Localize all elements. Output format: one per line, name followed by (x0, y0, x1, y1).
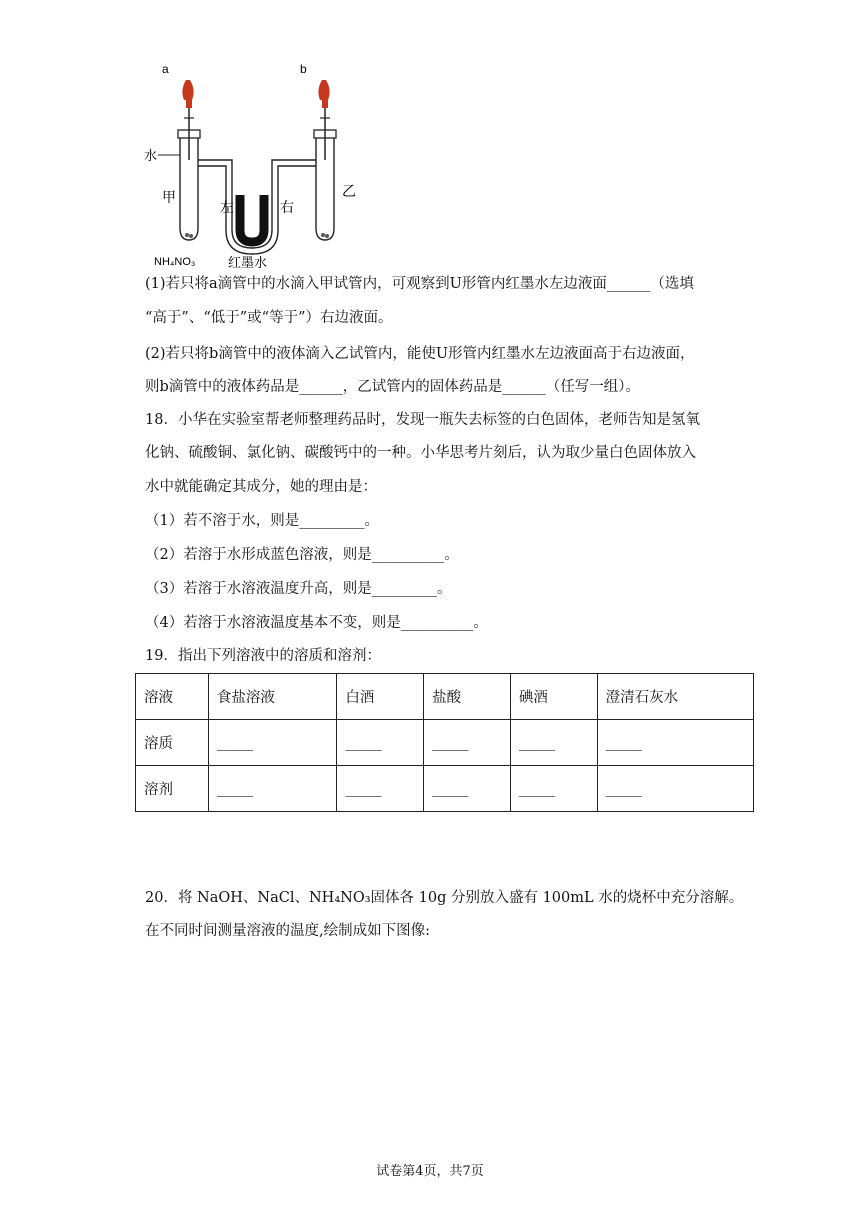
table-row-header (136, 674, 754, 720)
q18-line3: 水中就能确定其成分，她的理由是： (145, 479, 377, 495)
answer-blank[interactable]: _____ (337, 720, 424, 766)
label-left: 左 (220, 199, 234, 215)
q17-part1-line1: (1)若只将a滴管中的水滴入甲试管内，可观察到U形管内红墨水左边液面______（选填 (145, 276, 694, 292)
header-cell: 澄清石灰水 (597, 674, 753, 720)
q17-part2-line2: 则b滴管中的液体药品是______，乙试管内的固体药品是______（任写一组）。 (145, 379, 641, 395)
header-cell: 碘酒 (510, 674, 597, 720)
q18-line2: 化钠、硫酸铜、氯化钠、碳酸钙中的一种。小华思考片刻后，认为取少量白色固体放入 (145, 445, 696, 461)
answer-blank[interactable]: _____ (597, 720, 753, 766)
connector-tube (198, 160, 316, 248)
q19-title: 19．指出下列溶液中的溶质和溶剂： (145, 648, 381, 664)
answer-blank[interactable]: _____ (424, 720, 511, 766)
header-cell: 食盐溶液 (208, 674, 336, 720)
q20-line2: 在不同时间测量溶液的温度,绘制成如下图像: (145, 923, 430, 939)
answer-blank[interactable]: _____ (208, 766, 336, 812)
page-footer: 试卷第4页，共7页 (376, 1164, 484, 1179)
header-cell: 溶液 (136, 674, 209, 720)
label-red-ink: 红墨水 (228, 255, 268, 270)
dropper-b (318, 80, 330, 160)
q17-part1-line2: “高于”、“低于”或“等于”）右边液面。 (145, 310, 393, 326)
header-cell: 白酒 (337, 674, 424, 720)
label-nh4no3: NH₄NO₃ (154, 256, 196, 268)
row-label-solute: 溶质 (136, 720, 209, 766)
apparatus-figure (140, 60, 370, 270)
answer-blank[interactable]: _____ (510, 766, 597, 812)
table-row-solvent (136, 766, 754, 812)
row-label-solvent: 溶剂 (136, 766, 209, 812)
header-cell: 盐酸 (424, 674, 511, 720)
label-right: 右 (280, 199, 294, 215)
red-ink (240, 195, 264, 242)
label-jia: 甲 (162, 189, 176, 205)
label-b: b (300, 62, 307, 76)
q18-line1: 18．小华在实验室帮老师整理药品时，发现一瓶失去标签的白色固体，老师告知是氢氧 (145, 412, 700, 428)
answer-blank[interactable]: _____ (208, 720, 336, 766)
answer-blank[interactable]: _____ (337, 766, 424, 812)
q20-line1: 20．将 NaOH、NaCl、NH₄NO₃固体各 10g 分别放入盛有 100mL 水的烧杯中充分溶解。 (145, 890, 744, 906)
q18-sub4: （4）若溶于水溶液温度基本不变，则是__________。 (145, 615, 488, 631)
solution-table (135, 673, 754, 812)
q18-sub2: （2）若溶于水形成蓝色溶液，则是__________。 (145, 547, 459, 563)
answer-blank[interactable]: _____ (510, 720, 597, 766)
table-row-solute (136, 720, 754, 766)
label-water: 水 (144, 148, 158, 163)
q17-part2-line1: (2)若只将b滴管中的液体滴入乙试管内，能使U形管内红墨水左边液面高于右边液面， (145, 346, 695, 362)
q18-sub1: （1）若不溶于水，则是_________。 (145, 513, 379, 529)
answer-blank[interactable]: _____ (597, 766, 753, 812)
dropper-a (182, 80, 194, 160)
label-yi: 乙 (342, 183, 356, 199)
label-a: a (162, 62, 169, 76)
answer-blank[interactable]: _____ (424, 766, 511, 812)
q18-sub3: （3）若溶于水溶液温度升高，则是_________。 (145, 581, 452, 597)
